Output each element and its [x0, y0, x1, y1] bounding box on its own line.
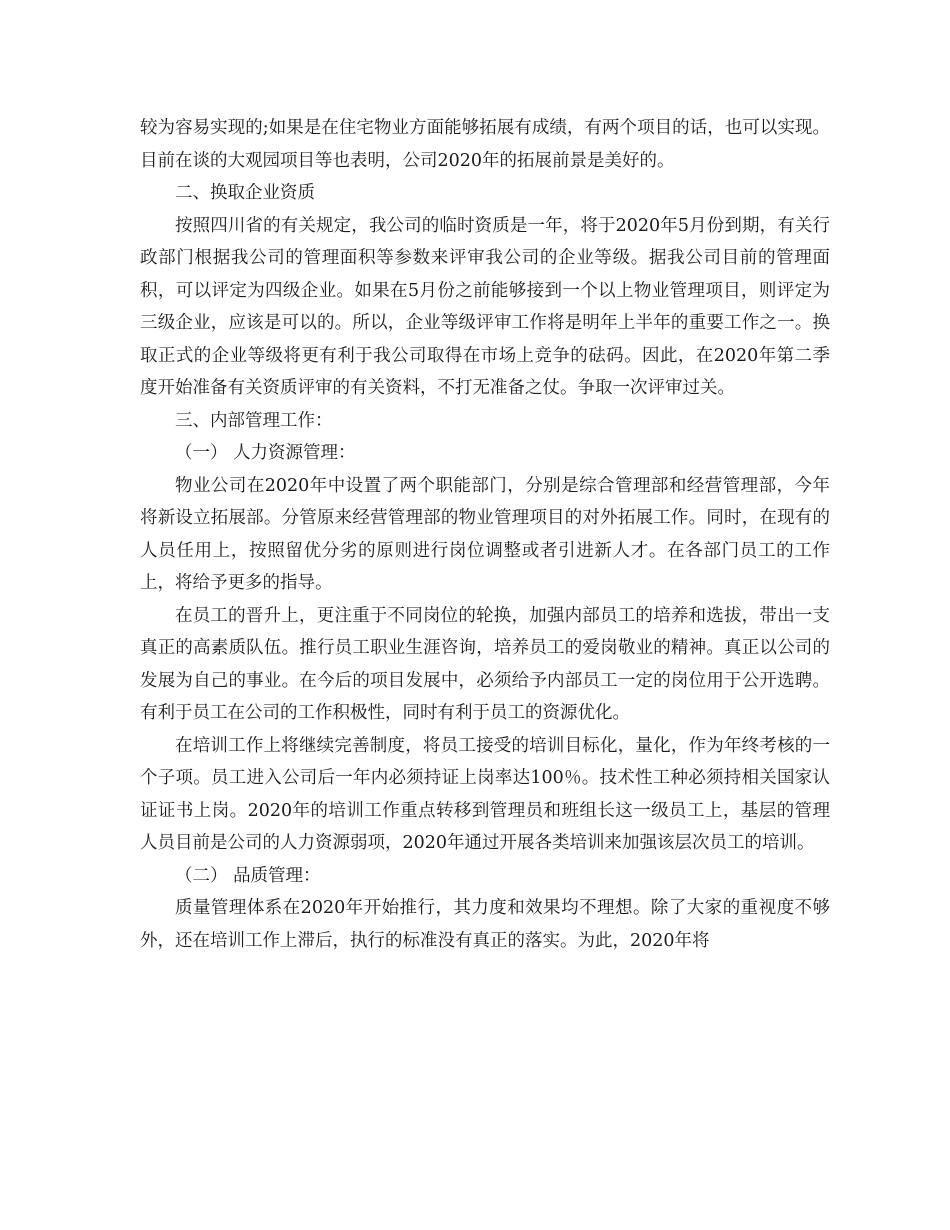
paragraph-continuation: 较为容易实现的;如果是在住宅物业方面能够拓展有成绩，有两个项目的话，也可以实现。目前在谈的大观园项目等也表明，公司2020年的拓展前景是美好的。: [140, 118, 830, 171]
paragraph-quality-system: 质量管理体系在2020年开始推行，其力度和效果均不理想。除了大家的重视度不够外，还在培训工作上滞后，执行的标准没有真正的落实。为此，2020年将: [140, 898, 830, 951]
subsection-heading-hr: （一） 人力资源管理：: [175, 443, 356, 463]
subsection-heading-quality: （二） 品质管理：: [175, 865, 321, 886]
section-heading-qualification: 二、换取企业资质: [175, 183, 315, 203]
paragraph-qualification: 按照四川省的有关规定，我公司的临时资质是一年，将于2020年5月份到期，有关行政部门根据我公司的管理面积等参数来评审我公司的企业等级。据我公司目前的管理面积，可以评定为四级企业。如果在5月份之前能够接到一个以上物业管理项目，则评定为三级企业，应该是可以的。所以，企业等级评审工作将是明年上半年的重要工作之一。换取正式的企业等级将更有利于我公司取得在市场上竞争的砝码。因此，在2020年第二季度开始准备有关资质评审的有关资料，不打无准备之仗。争取一次评审过关。: [140, 215, 830, 398]
paragraph-promotion: 在员工的晋升上，更注重于不同岗位的轮换，加强内部员工的培养和选拔，带出一支真正的高素质队伍。推行员工职业生涯咨询，培养员工的爱岗敬业的精神。真正以公司的发展为自己的事业。在今后的项目发展中，必须给予内部员工一定的岗位用于公开选聘。有利于员工在公司的工作积极性，同时有利于员工的资源优化。: [140, 605, 830, 723]
document-body: [140, 112, 830, 957]
section-heading-internal-management: 三、内部管理工作：: [175, 410, 333, 431]
paragraph-departments: 物业公司在2020年中设置了两个职能部门，分别是综合管理部和经营管理部，今年将新设立拓展部。分管原来经营管理部的物业管理项目的对外拓展工作。同时，在现有的人员任用上，按照留优分劣的原则进行岗位调整或者引进新人才。在各部门员工的工作上，将给予更多的指导。: [140, 475, 830, 593]
paragraph-training: 在培训工作上将继续完善制度，将员工接受的培训目标化，量化，作为年终考核的一个子项。员工进入公司后一年内必须持证上岗率达100％。技术性工种必须持相关国家认证证书上岗。2020年的培训工作重点转移到管理员和班组长这一级员工上，基层的管理人员目前是公司的人力资源弱项，2020年通过开展各类培训来加强该层次员工的培训。: [140, 735, 830, 853]
